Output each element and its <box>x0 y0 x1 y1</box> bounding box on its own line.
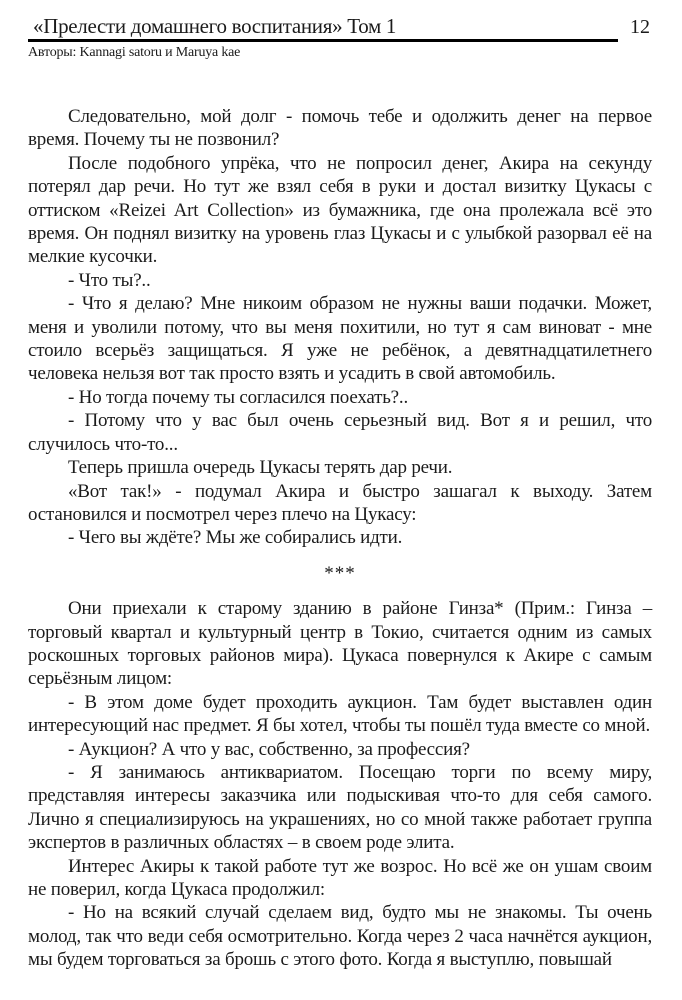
paragraph: Следовательно, мой долг - помочь тебе и одолжить денег на первое время. Почему ты не позвонил? <box>28 106 652 151</box>
paragraph: После подобного упрёка, что не попросил денег, Акира на секунду потерял дар речи. Но тут же взял себя в руки и достал визитку Цукасы с оттиском «Reizei Art Collection» из бумажника, где она пролежала всё это время. Он поднял визитку на уровень глаз Цукасы и с улыбкой разорвал её на мелкие кусочки. <box>28 152 652 268</box>
paragraph: - Что ты?.. <box>68 269 151 291</box>
page-body <box>28 105 652 972</box>
paragraph: - Чего вы ждёте? Мы же собирались идти. <box>68 527 403 549</box>
authors-line: Авторы: Kannagi satoru и Maruya kae <box>28 45 241 60</box>
book-title: «Прелести домашнего воспитания» Том 1 <box>28 14 618 42</box>
page-header <box>28 14 652 61</box>
paragraph: Интерес Акиры к такой работе тут же возрос. Но всё же он ушам своим не поверил, когда Цукаса продолжил: <box>28 855 652 900</box>
section-separator: *** <box>324 562 356 584</box>
paragraph: - Потому что у вас был очень серьезный вид. Вот я и решил, что случилось что-то... <box>28 410 652 455</box>
page-number: 12 <box>630 16 650 38</box>
paragraph: - Но на всякий случай сделаем вид, будто мы не знакомы. Ты очень молод, так что веди себя осмотрительно. Когда через 2 часа начнётся аукцион, мы будем торговаться за брошь с этого фото. Когда я выступлю, повышай <box>28 902 652 971</box>
paragraph: - Что я делаю? Мне никоим образом не нужны ваши подачки. Может, меня и уволили потому, что вы меня похитили, но тут я сам виноват - мне стоило всерьёз защищаться. Я уже не ребёнок, а девятнадцатилетнего человека нельзя вот так просто взять и усадить в свой автомобиль. <box>28 293 652 385</box>
paragraph: - Аукцион? А что у вас, собственно, за профессия? <box>68 738 470 760</box>
header-row <box>28 14 652 42</box>
paragraph: Теперь пришла очередь Цукасы терять дар речи. <box>68 457 453 479</box>
paragraph: Они приехали к старому зданию в районе Гинза* (Прим.: Гинза – торговый квартал и культурный центр в Токио, считается одним из самых роскошных торговых районов мира). Цукаса повернулся к Акире с самым серьёзным лицом: <box>28 598 652 690</box>
paragraph: «Вот так!» - подумал Акира и быстро зашагал к выходу. Затем остановился и посмотрел через плечо на Цукасу: <box>28 480 652 525</box>
paragraph: - Я занимаюсь антиквариатом. Посещаю торги по всему миру, представляя интересы заказчика или подыскивая что-то для себя самого. Лично я специализируюсь на украшениях, но со мной также работает группа экспертов в различных областях – в своем роде элита. <box>28 761 652 854</box>
paragraph: - В этом доме будет проходить аукцион. Там будет выставлен один интересующий нас предмет. Я бы хотел, чтобы ты пошёл туда вместе со мной. <box>28 691 652 737</box>
paragraph: - Но тогда почему ты согласился поехать?.. <box>68 386 409 408</box>
